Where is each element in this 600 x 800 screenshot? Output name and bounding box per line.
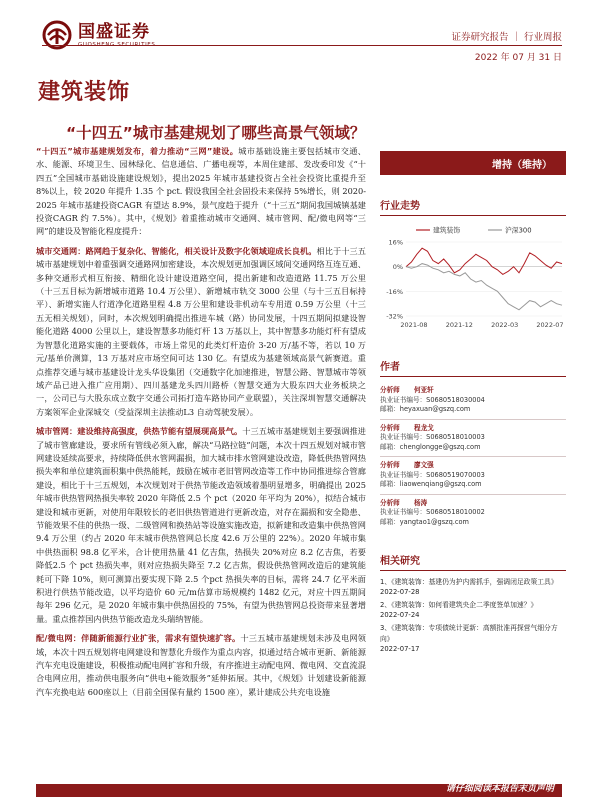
author-email[interactable]: 邮箱：chenglongge@gszq.com: [380, 442, 481, 451]
legend-label: 建筑装饰: [433, 226, 461, 235]
y-tick-label: 16%: [388, 238, 403, 247]
series-line-index: [406, 264, 562, 310]
related-section-title: 相关研究: [380, 552, 566, 571]
author-cert: 执业证书编号：S0680519070003: [380, 470, 485, 479]
author-cert: 执业证书编号：S0680518010002: [380, 508, 485, 516]
report-date: 2022 年 07 月 31 日: [474, 53, 562, 63]
paragraph-body: 十三五城市基建规划主要强调推进了城市管廊建设，要求所有管线必须入廊，解决“马路拉链”问题，本次十四五规划对城市管网建设延续高要求，持续降低供水管网漏损，加大城市排水管网建设改造，降低供热管网热损失率和单位建筑面积集中供热能耗，鼓励在城市老旧管网改造等工作中协同推进综合管廊建设，相比于十三五规划，本次规划对于供热节能改造领域着墨明显增多，明确提出 2025 年城市供热管网热损失率较 2020 年降低 2.5 个 pct（2020 年平均为 20%），拟结合城市建设和城市更新，对使用年限较长的老旧供热管道进行更新改造，对存在漏损和安全隐患、节能效果不佳的供热一级、二级管网和换热站等设施实施改造，拟新建和改造集中供热管网 9.4 万公里（约占 2020 年末城市供热管网总长度 42.6 万公里的 22%）。2020 年城市集中供热面积 98.8 亿平米，合计使用热量 41 亿吉焦，热损失 20%对应 8.2 亿吉焦，若要降低2.5 个 pct 热损失率，则对应热损失降至 7.2 亿吉焦，假设供热管网改造后的建筑能耗可下降 10%，则可测算出要实现下降 2.5 个pct 热损失率的目标，需将 24.7 亿平米面积进行供热节能改造，以平均造价 60 元/m估算市场规模约 1482 亿元，对应十四五期间每年 296 亿元，是 2020 年城市集中供热固投的 75%，有望为供热管网总投资带来显著增量。重点推荐国内供热节能改造龙头瑞纳智能。: [36, 426, 366, 624]
paragraph-4: [36, 632, 366, 699]
header-divider: [42, 45, 562, 46]
author-email[interactable]: 邮箱：liaowenqiang@gszq.com: [380, 480, 482, 488]
author-name: 廖文强: [414, 461, 434, 469]
paragraph-2: [36, 245, 366, 419]
author-entry: [380, 421, 566, 456]
author-cert: 执业证书编号：S0680518030004: [380, 395, 485, 404]
paragraph-body: 十三五城市基建规划未涉及电网领域，本次十四五规划将电网建设和智慧化升级作为重点内容，拟通过结合城市更新、新能源汽车充电设施建设，积极推动配电网扩容和升级，有序推进主动配电网、微电网、交直流混合电网应用，推动供电服务向“供电+能效服务”延伸拓展。其中，《规划》计划建设新能源汽车充换电站 600座以上（目前全国保有量约 1500 座），累计建成公共充电设施: [36, 633, 366, 697]
author-role: 分析师: [380, 423, 400, 432]
y-tick-label: 0%: [392, 263, 403, 272]
author-name: 何亚轩: [414, 386, 434, 394]
paragraph-lead: 城市管网：建设维持高强度，供热节能有望展现高景气。: [36, 426, 243, 437]
x-tick-label: 2022-07: [536, 321, 564, 329]
series-line-industry: [406, 248, 562, 274]
x-tick-label: 2022-03: [491, 321, 519, 329]
author-name: 杨涛: [414, 498, 428, 507]
report-type: 证券研究报告 ｜ 行业周报: [451, 32, 562, 43]
author-entry: [380, 458, 566, 493]
author-role: 分析师: [380, 498, 400, 507]
author-email[interactable]: 邮箱：heyaxuan@gszq.com: [380, 405, 471, 413]
related-report-link[interactable]: 3、《建筑装饰：专项债统计更新：高额批准再探营气细分方向》: [380, 624, 558, 643]
related-report-date: 2022-07-17: [380, 645, 420, 653]
related-report-link[interactable]: 1、《建筑装饰：基建仍为护内需抓手，强调闭足政策工具》: [380, 578, 558, 586]
footer-disclaimer: 请仔细阅读本报告末页声明: [445, 784, 554, 794]
related-report-date: 2022-07-24: [380, 611, 420, 619]
author-role: 分析师: [380, 386, 400, 394]
logo-cn-text: 国盛证券: [78, 22, 150, 42]
trend-section-title: 行业走势: [380, 197, 566, 216]
authors-section-title: 作者: [380, 358, 566, 377]
paragraph-lead: 配/微电网：伴随新能源行业扩张，需求有望快速扩容。: [36, 633, 241, 644]
author-entry: [380, 496, 566, 531]
page-footer: [0, 774, 600, 800]
sidebar: [380, 151, 566, 656]
author-name: 程龙戈: [414, 423, 434, 432]
trend-chart: [380, 220, 566, 332]
rating-badge: 增持（维持）: [380, 151, 566, 175]
author-cert: 执业证书编号：S0680518010003: [380, 433, 485, 441]
industry-title: 建筑装饰: [38, 80, 131, 105]
legend-label: 沪深300: [505, 226, 532, 235]
paragraph-1: [36, 145, 366, 239]
author-role: 分析师: [380, 461, 400, 469]
related-list: [380, 577, 566, 653]
author-divider: [380, 456, 566, 457]
author-email[interactable]: 邮箱：yangtao1@gszq.com: [380, 517, 469, 526]
y-tick-label: -16%: [386, 287, 403, 296]
x-tick-label: 2021-12: [445, 321, 473, 329]
paragraph-body: 城市基础设施主要包括城市交通、水、能源、环境卫生、园林绿化、信息通信、广播电视等，本周住建部、发改委印发《“十四五”全国城市基础设施建设规划》，提出2025 年城市基建投资占全社会投资比重提升至 8%以上，较 2020 年提升 1.35 个 pct. 假设我国全社会固投未来保持 5%增长，则 2020-2025 年城市基建投资CAGR 有望达 8.9%，景气度趋于提升（“十三五”期间我国城镇基建投资CAGR 约 7.5%）。其中，《规划》着重推动城市交通网、城市管网、配/微电网等“三网”的建设及智能化程度提升：: [36, 146, 366, 237]
paragraph-3: [36, 425, 366, 626]
report-headline: “十四五”城市基建规划了哪些高景气领域？: [66, 124, 366, 142]
y-tick-label: -32%: [386, 312, 403, 321]
paragraph-lead: “十四五”城市基建规划发布，着力推动“三网”建设。: [36, 146, 239, 156]
paragraph-body: 相比于十三五城市基建规划中着重强调交通路网加密建设，本次规划更加强调区域间交通网络互连互通、多种交通形式相互衔接、精细化设计建设道路空间，提出新建和改造道路 11.75 万公里（十三五目标为新增城市道路 10.4 万公里）、新增城市轨交 3000 公里（与十三五目标持平）、新增实施人行道净化道路里程 4.8 万公里和建设非机动车专用道 0.59 万公里（十三五无相关规划），同时，本次规划明确提出推进车城（路）协同发展，十四五期间拟建设智能化道路 4000 公里以上，建设智慧多功能灯杆 13 万基以上，其中智慧多功能灯杆有望成为智慧化道路实施的主要载体，市场上常见的此类灯杆造价 3-20 万/基不等，若以 10 万元/基单价测算，13 万基对应市场空间可达 130 亿。有望成为基建领域高景气新赛道。重点推荐交通与城市基建设计龙头华设集团（交通数字化加速推进，智慧公路、智慧城市等领域产品已进入推广应用期）、四川基建龙头四川路桥（智慧交通为大股东四大业务板块之一，公司已与大股东成立数字交通公司拓打造车路协同产业联盟），关注深圳智慧交通解决方案领军企业深城交（受益深圳主法推动L3 自动驾驶发展）。: [36, 245, 366, 417]
related-report-link[interactable]: 2、《建筑装饰：如何看建筑央企二季度签单加速？》: [380, 601, 538, 609]
author-entry: [380, 383, 566, 418]
author-divider: [380, 419, 566, 420]
authors-list: [380, 383, 566, 530]
related-report-date: 2022-07-28: [380, 588, 420, 596]
paragraph-lead: 城市交通网：路网趋于复杂化、智能化，相关设计及数字化领域迎成长良机。: [36, 245, 317, 256]
author-divider: [380, 494, 566, 495]
main-body: [36, 145, 366, 705]
x-tick-label: 2021-08: [400, 321, 428, 329]
